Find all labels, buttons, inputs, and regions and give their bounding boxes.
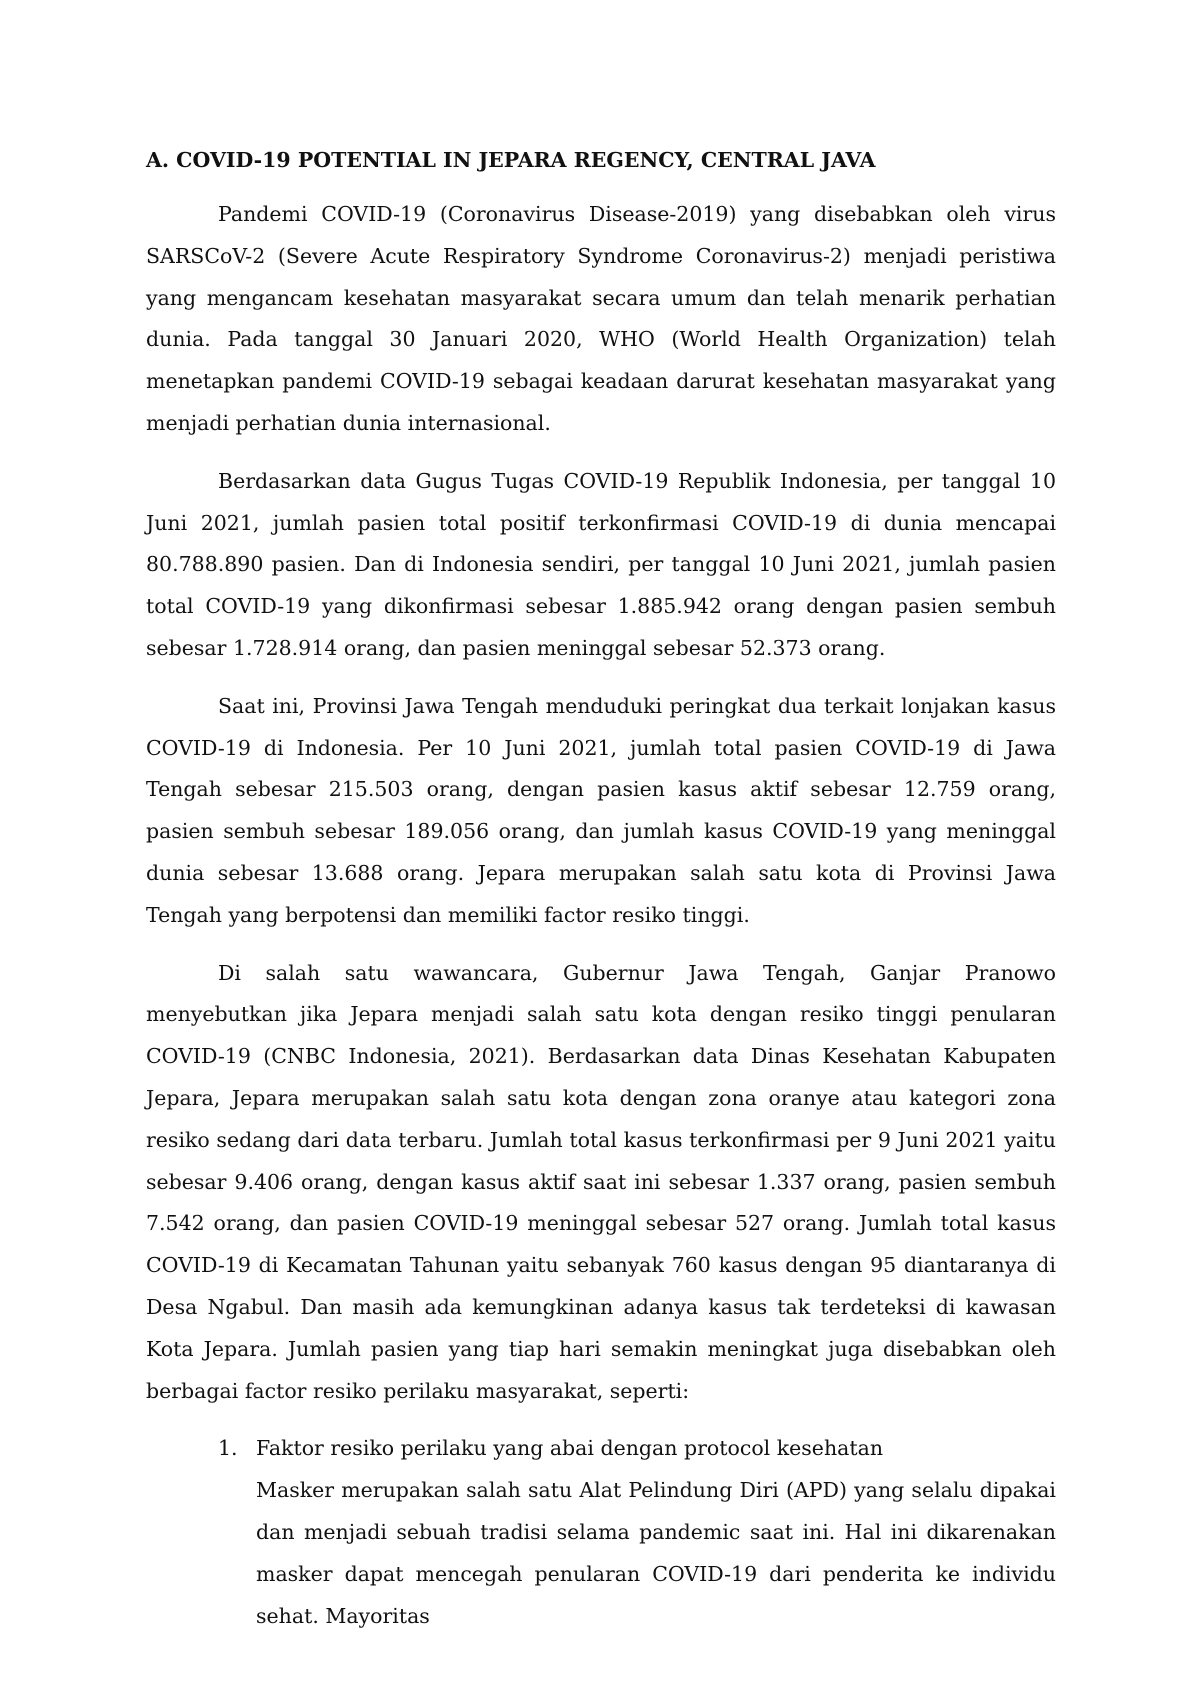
- numbered-list: [146, 1428, 1056, 1637]
- section-heading: A. COVID-19 POTENTIAL IN JEPARA REGENCY, CENTRAL JAVA: [146, 148, 876, 172]
- document-body: [146, 140, 1056, 1637]
- paragraph: Saat ini, Provinsi Jawa Tengah menduduki peringkat dua terkait lonjakan kasus COVID-19 di Indonesia. Per 10 Juni 2021, jumlah total pasien COVID-19 di Jawa Tengah sebesar 215.503 orang, dengan pasien kasus aktif sebesar 12.759 orang, pasien sembuh sebesar 189.056 orang, dan jumlah kasus COVID-19 yang meninggal dunia sebesar 13.688 orang. Jepara merupakan salah satu kota di Provinsi Jawa Tengah yang berpotensi dan memiliki factor resiko tinggi.: [146, 693, 1056, 927]
- paragraph: Berdasarkan data Gugus Tugas COVID-19 Republik Indonesia, per tanggal 10 Juni 2021, jumlah pasien total positif terkonfirmasi COVID-19 di dunia mencapai 80.788.890 pasien. Dan di Indonesia sendiri, per tanggal 10 Juni 2021, jumlah pasien total COVID-19 yang dikonfirmasi sebesar 1.885.942 orang dengan pasien sembuh sebesar 1.728.914 orang, dan pasien meninggal sebesar 52.373 orang.: [146, 468, 1056, 660]
- list-item-body: Masker merupakan salah satu Alat Pelindung Diri (APD) yang selalu dipakai dan menjadi sebuah tradisi selama pandemic saat ini. Hal ini dikarenakan masker dapat mencegah penularan COVID-19 dari penderita ke individu sehat. Mayoritas: [256, 1478, 1056, 1628]
- paragraph: Di salah satu wawancara, Gubernur Jawa Tengah, Ganjar Pranowo menyebutkan jika Jepara menjadi salah satu kota dengan resiko tinggi penularan COVID-19 (CNBC Indonesia, 2021). Berdasarkan data Dinas Kesehatan Kabupaten Jepara, Jepara merupakan salah satu kota dengan zona oranye atau kategori zona resiko sedang dari data terbaru. Jumlah total kasus terkonfirmasi per 9 Juni 2021 yaitu sebesar 9.406 orang, dengan kasus aktif saat ini sebesar 1.337 orang, pasien sembuh 7.542 orang, dan pasien COVID-19 meninggal sebesar 527 orang. Jumlah total kasus COVID-19 di Kecamatan Tahunan yaitu sebanyak 760 kasus dengan 95 diantaranya di Desa Ngabul. Dan masih ada kemungkinan adanya kasus tak terdeteksi di kawasan Kota Jepara. Jumlah pasien yang tiap hari semakin meningkat juga disebabkan oleh berbagai factor resiko perilaku masyarakat, seperti:: [146, 960, 1056, 1403]
- paragraph: Pandemi COVID-19 (Coronavirus Disease-2019) yang disebabkan oleh virus SARSCoV-2 (Severe Acute Respiratory Syndrome Coronavirus-2) menjadi peristiwa yang mengancam kesehatan masyarakat secara umum dan telah menarik perhatian dunia. Pada tanggal 30 Januari 2020, WHO (World Health Organization) telah menetapkan pandemi COVID-19 sebagai keadaan darurat kesehatan masyarakat yang menjadi perhatian dunia internasional.: [146, 202, 1056, 435]
- list-item-title: Faktor resiko perilaku yang abai dengan protocol kesehatan: [256, 1436, 884, 1461]
- list-item-number: 1.: [218, 1436, 238, 1461]
- list-item: [146, 1428, 1056, 1637]
